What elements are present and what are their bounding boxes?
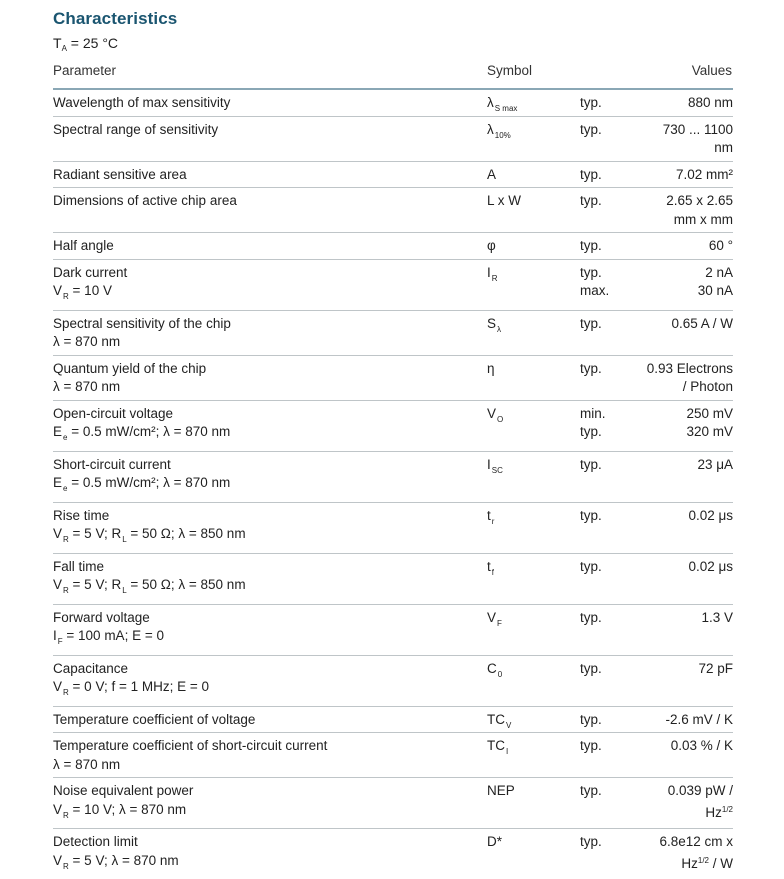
value-line: 2.65 x 2.65 bbox=[666, 193, 733, 208]
parameter-cell bbox=[53, 166, 473, 185]
symbol-cell: φ bbox=[487, 238, 496, 253]
parameter-cell bbox=[53, 237, 473, 256]
symbol-cell: NEP bbox=[487, 783, 515, 798]
value-line: nm bbox=[714, 140, 733, 155]
parameter-cell bbox=[53, 711, 473, 730]
header-symbol: Symbol bbox=[487, 63, 533, 78]
symbol-cell: $V_O$ bbox=[487, 405, 504, 424]
parameter-name: Wavelength of max sensitivity bbox=[53, 95, 231, 110]
parameter-name: Quantum yield of the chip bbox=[53, 360, 207, 376]
table-row bbox=[53, 503, 733, 554]
value-type-cell bbox=[580, 166, 602, 185]
value-type: typ. bbox=[580, 360, 602, 376]
parameter-name: Temperature coefficient of voltage bbox=[53, 711, 256, 727]
value-type: typ. bbox=[580, 609, 602, 625]
value-cell bbox=[688, 94, 733, 113]
test-condition: $V_R = 0$ V; f = 1 MHz; E = 0 bbox=[53, 679, 209, 697]
table-row bbox=[53, 452, 733, 503]
parameter-cell bbox=[53, 558, 473, 601]
value-type-cell bbox=[580, 315, 602, 334]
symbol-cell: $V_F$ bbox=[487, 609, 502, 628]
table-row bbox=[53, 311, 733, 356]
value-type: typ. bbox=[580, 424, 602, 439]
value-type: typ. bbox=[580, 507, 602, 523]
test-condition: λ = 870 nm bbox=[53, 379, 121, 394]
value-type: typ. bbox=[580, 558, 602, 574]
symbol-cell: $I_R$ bbox=[487, 264, 498, 283]
value-cell bbox=[663, 121, 733, 158]
value-line: 0.02 μs bbox=[688, 507, 733, 523]
value-line: $Hz^{1/2}$ bbox=[705, 804, 733, 820]
value-type-cell bbox=[580, 360, 602, 379]
table-row bbox=[53, 162, 733, 189]
value-type-cell bbox=[580, 192, 602, 211]
table-row bbox=[53, 90, 733, 117]
value-cell bbox=[666, 192, 733, 229]
test-condition: $V_R = 10$ V bbox=[53, 283, 112, 301]
parameter-name: Dimensions of active chip area bbox=[53, 193, 237, 208]
value-line: 880 nm bbox=[687, 95, 733, 110]
symbol-cell: $I_{SC}$ bbox=[487, 456, 503, 475]
symbol-cell: $C_0$ bbox=[487, 660, 503, 679]
parameter-cell bbox=[53, 121, 473, 140]
value-type-cell bbox=[580, 711, 602, 730]
symbol-cell: $\lambda_{S max}$ bbox=[487, 95, 518, 113]
value-cell bbox=[697, 456, 733, 475]
value-type-cell bbox=[580, 833, 602, 852]
value-cell bbox=[647, 360, 733, 397]
value-type-cell bbox=[580, 94, 602, 113]
parameter-name: Fall time bbox=[53, 558, 105, 574]
characteristics-table bbox=[53, 90, 733, 879]
parameter-cell bbox=[53, 456, 473, 499]
value-line: 72 pF bbox=[698, 660, 733, 676]
value-line: $Hz^{1/2}$ / W bbox=[681, 855, 733, 871]
value-cell bbox=[668, 782, 733, 822]
value-cell bbox=[686, 405, 733, 442]
value-line: 0.039 pW / bbox=[667, 783, 733, 798]
value-type-cell bbox=[580, 660, 602, 679]
parameter-cell bbox=[53, 609, 473, 652]
value-type-cell bbox=[580, 507, 602, 526]
header-values: Values bbox=[691, 63, 732, 78]
value-cell bbox=[701, 609, 733, 628]
value-type: max. bbox=[580, 283, 610, 298]
symbol-cell: D* bbox=[487, 834, 503, 849]
test-condition: $V_R = 5$ V; $R_L = 50$ Ω; λ = 850 nm bbox=[53, 526, 246, 544]
value-cell bbox=[676, 166, 733, 185]
value-line: 30 nA bbox=[697, 283, 733, 298]
parameter-cell bbox=[53, 660, 473, 703]
value-line: / Photon bbox=[682, 379, 733, 394]
parameter-name: Forward voltage bbox=[53, 609, 150, 625]
value-type-cell bbox=[580, 456, 602, 475]
value-line: mm x mm bbox=[673, 211, 733, 227]
symbol-cell: $t_r$ bbox=[487, 507, 495, 526]
table-row bbox=[53, 554, 733, 605]
parameter-cell bbox=[53, 94, 473, 113]
value-line: 320 mV bbox=[686, 424, 733, 439]
parameter-name: Noise equivalent power bbox=[53, 783, 194, 798]
parameter-name: Half angle bbox=[53, 238, 114, 253]
value-line: 7.02 mm² bbox=[675, 166, 733, 182]
symbol-cell: L x W bbox=[487, 193, 522, 208]
value-type: typ. bbox=[580, 264, 602, 280]
value-type: typ. bbox=[580, 660, 602, 676]
parameter-cell bbox=[53, 782, 473, 825]
parameter-name: Rise time bbox=[53, 507, 110, 523]
test-condition: $E_e = 0.5$ mW/cm²; λ = 870 nm bbox=[53, 424, 231, 442]
parameter-name: Spectral sensitivity of the chip bbox=[53, 315, 231, 331]
value-type: typ. bbox=[580, 95, 602, 110]
parameter-name: Radiant sensitive area bbox=[53, 166, 187, 182]
table-row bbox=[53, 605, 733, 656]
test-condition: $V_R = 5$ V; λ = 870 nm bbox=[53, 852, 179, 871]
value-line: 0.02 μs bbox=[688, 558, 733, 574]
table-row bbox=[53, 356, 733, 401]
value-line: -2.6 mV / K bbox=[665, 711, 733, 727]
value-cell bbox=[709, 237, 733, 256]
value-cell bbox=[659, 833, 733, 873]
value-type-cell bbox=[580, 264, 609, 301]
table-row bbox=[53, 733, 733, 778]
value-cell bbox=[665, 711, 733, 730]
parameter-name: Dark current bbox=[53, 264, 128, 280]
test-condition: $E_e = 0.5$ mW/cm²; λ = 870 nm bbox=[53, 475, 231, 493]
ambient-temperature-condition: $T_A = 25$ °C bbox=[53, 35, 119, 53]
value-type-cell bbox=[580, 737, 602, 756]
table-row bbox=[53, 188, 733, 233]
parameter-cell bbox=[53, 507, 473, 550]
value-cell bbox=[688, 558, 733, 577]
value-type: min. bbox=[580, 405, 606, 421]
value-type: typ. bbox=[580, 315, 602, 331]
value-type-cell bbox=[580, 558, 602, 577]
parameter-name: Short-circuit current bbox=[53, 456, 171, 472]
test-condition: $V_R = 5$ V; $R_L = 50$ Ω; λ = 850 nm bbox=[53, 577, 246, 595]
value-line: 1.3 V bbox=[701, 609, 733, 625]
section-title: Characteristics bbox=[53, 9, 178, 28]
test-condition: $V_R = 10$ V; λ = 870 nm bbox=[53, 801, 187, 820]
value-line: 6.8e12 cm x bbox=[659, 834, 733, 849]
table-row bbox=[53, 233, 733, 260]
table-row bbox=[53, 707, 733, 734]
value-type-cell bbox=[580, 609, 602, 628]
test-condition: $I_F = 100$ mA; E = 0 bbox=[53, 628, 164, 646]
table-row bbox=[53, 778, 733, 829]
table-row bbox=[53, 656, 733, 707]
value-line: 0.65 A / W bbox=[671, 315, 733, 331]
table-row bbox=[53, 117, 733, 162]
parameter-cell bbox=[53, 264, 473, 307]
test-condition: λ = 870 nm bbox=[53, 756, 121, 772]
symbol-cell: $TC_V$ bbox=[487, 711, 512, 730]
value-type: typ. bbox=[580, 166, 602, 182]
parameter-name: Capacitance bbox=[53, 660, 129, 676]
value-type: typ. bbox=[580, 711, 602, 727]
value-type: typ. bbox=[580, 738, 602, 753]
value-cell bbox=[671, 315, 733, 334]
parameter-name: Spectral range of sensitivity bbox=[53, 121, 219, 137]
parameter-cell bbox=[53, 315, 473, 352]
parameter-cell bbox=[53, 360, 473, 397]
value-type: typ. bbox=[580, 834, 602, 849]
parameter-name: Open-circuit voltage bbox=[53, 405, 174, 421]
value-type: typ. bbox=[580, 121, 602, 137]
parameter-cell bbox=[53, 405, 473, 448]
value-line: 0.93 Electrons bbox=[646, 360, 733, 376]
parameter-cell bbox=[53, 833, 473, 876]
value-type: typ. bbox=[580, 193, 602, 208]
table-row bbox=[53, 829, 733, 879]
value-type: typ. bbox=[580, 456, 602, 472]
value-type-cell bbox=[580, 121, 602, 140]
value-cell bbox=[688, 507, 733, 526]
value-cell bbox=[698, 660, 733, 679]
value-type: typ. bbox=[580, 783, 602, 798]
value-line: 730 ... 1100 bbox=[662, 121, 733, 137]
symbol-cell: $\lambda_{10\%}$ bbox=[487, 121, 511, 140]
value-type-cell bbox=[580, 782, 602, 801]
symbol-cell: A bbox=[487, 166, 497, 182]
value-type: typ. bbox=[580, 238, 602, 253]
value-line: 2 nA bbox=[705, 264, 733, 280]
value-line: 23 μA bbox=[697, 456, 733, 472]
symbol-cell: $TC_I$ bbox=[487, 738, 509, 756]
table-row bbox=[53, 401, 733, 452]
value-cell bbox=[698, 264, 733, 301]
symbol-cell: $t_f$ bbox=[487, 558, 494, 577]
value-type-cell bbox=[580, 405, 606, 442]
parameter-name: Detection limit bbox=[53, 834, 138, 849]
table-row bbox=[53, 260, 733, 311]
value-cell bbox=[671, 737, 733, 756]
value-line: 60 ° bbox=[708, 238, 733, 253]
header-parameter: Parameter bbox=[53, 63, 117, 78]
value-type-cell bbox=[580, 237, 602, 256]
value-line: 250 mV bbox=[686, 405, 733, 421]
value-line: 0.03 % / K bbox=[670, 738, 733, 753]
symbol-cell: $S_\lambda$ bbox=[487, 315, 502, 334]
parameter-cell bbox=[53, 192, 473, 211]
parameter-cell bbox=[53, 737, 473, 774]
symbol-cell: η bbox=[487, 360, 495, 376]
test-condition: λ = 870 nm bbox=[53, 334, 121, 349]
parameter-name: Temperature coefficient of short-circuit current bbox=[53, 738, 328, 753]
